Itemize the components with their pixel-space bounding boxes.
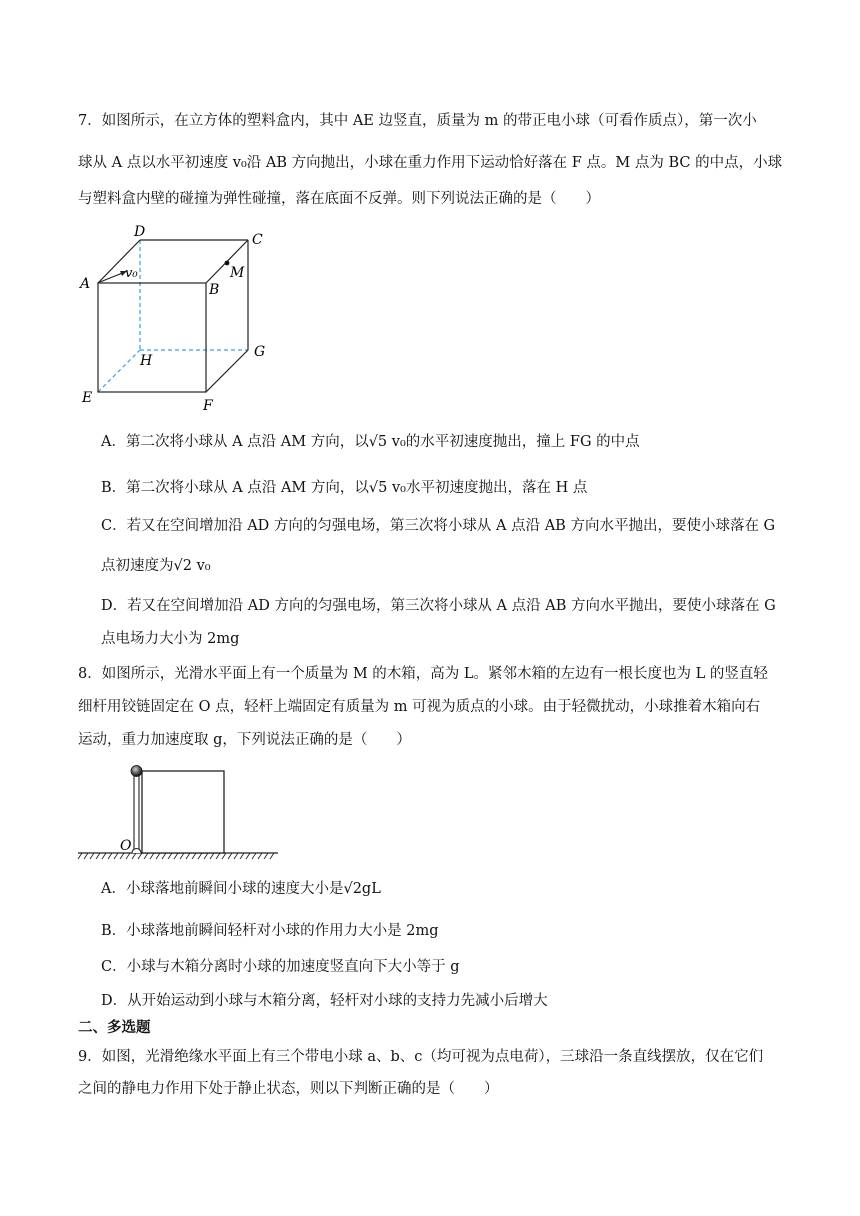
- small-ball: [131, 766, 142, 777]
- label-O: O: [120, 838, 132, 854]
- label-B: B: [209, 282, 220, 298]
- ground-hatching: [78, 853, 274, 859]
- q7-cube-figure: [70, 222, 290, 417]
- label-C: C: [252, 232, 263, 248]
- q8-box-rod-figure: [76, 760, 286, 865]
- label-F: F: [203, 398, 213, 414]
- edge-EH: [98, 350, 140, 392]
- label-E: E: [82, 390, 93, 406]
- q7-option-c-line-2: 点初速度为√2 v₀: [101, 558, 211, 574]
- q7-option-d-line-1: D．若又在空间增加沿 AD 方向的匀强电场，第三次将小球从 A 点沿 AB 方向水平抛出，要使小球落在 G: [101, 598, 776, 614]
- q8-stem-line-1: 8．如图所示，光滑水平面上有一个质量为 M 的木箱，高为 L。紧邻木箱的左边有一根长度也为 L 的竖直轻: [78, 666, 768, 682]
- light-rod: [134, 774, 139, 852]
- label-G: G: [254, 344, 266, 360]
- label-H: H: [140, 353, 153, 369]
- q8-stem-line-2: 细杆用铰链固定在 O 点，轻杆上端固定有质量为 m 可视为质点的小球。由于轻微扰动，小球推着木箱向右: [78, 699, 761, 715]
- label-v0: v₀: [125, 266, 138, 281]
- q8-option-c: C．小球与木箱分离时小球的加速度竖直向下大小等于 g: [101, 959, 460, 975]
- q7-option-c-line-1: C．若又在空间增加沿 AD 方向的匀强电场，第三次将小球从 A 点沿 AB 方向水平抛出，要使小球落在 G: [101, 518, 776, 534]
- wooden-box: [142, 771, 224, 853]
- q7-option-a: A．第二次将小球从 A 点沿 AM 方向，以√5 v₀的水平初速度抛出，撞上 FG 的中点: [101, 434, 640, 450]
- q7-stem-line-1: 7．如图所示，在立方体的塑料盒内，其中 AE 边竖直，质量为 m 的带正电小球（可看作质点），第一次小: [78, 113, 757, 129]
- q7-option-d-line-2: 点电场力大小为 2mg: [101, 631, 240, 647]
- hinge-O: [132, 849, 141, 854]
- label-M: M: [230, 265, 245, 281]
- q8-option-d: D．从开始运动到小球与木箱分离，轻杆对小球的支持力先减小后增大: [101, 993, 548, 1009]
- label-A: A: [80, 276, 91, 292]
- q8-option-b: B．小球落地前瞬间轻杆对小球的作用力大小是 2mg: [101, 923, 439, 939]
- label-D: D: [134, 224, 146, 240]
- q7-option-b: B．第二次将小球从 A 点沿 AM 方向，以√5 v₀水平初速度抛出，落在 H 点: [101, 480, 588, 496]
- q7-stem-line-2: 球从 A 点以水平初速度 v₀沿 AB 方向抛出，小球在重力作用下运动恰好落在 F 点。M 点为 BC 的中点，小球: [78, 155, 783, 171]
- q8-stem-line-3: 运动，重力加速度取 g，下列说法正确的是（ ）: [78, 732, 411, 748]
- q9-stem-line-2: 之间的静电力作用下处于静止状态，则以下判断正确的是（ ）: [78, 1081, 499, 1097]
- q9-stem-line-1: 9．如图，光滑绝缘水平面上有三个带电小球 a、b、c（均可视为点电荷），三球沿一条直线摆放，仅在它们: [78, 1049, 764, 1065]
- section-title-multiple-choice: 二、多选题: [78, 1019, 151, 1036]
- q7-stem-line-3: 与塑料盒内壁的碰撞为弹性碰撞，落在底面不反弹。则下列说法正确的是（ ）: [78, 191, 600, 207]
- point-M-dot: [225, 261, 230, 266]
- edge-FG: [206, 350, 248, 392]
- q8-option-a: A．小球落地前瞬间小球的速度大小是√2gL: [101, 881, 381, 897]
